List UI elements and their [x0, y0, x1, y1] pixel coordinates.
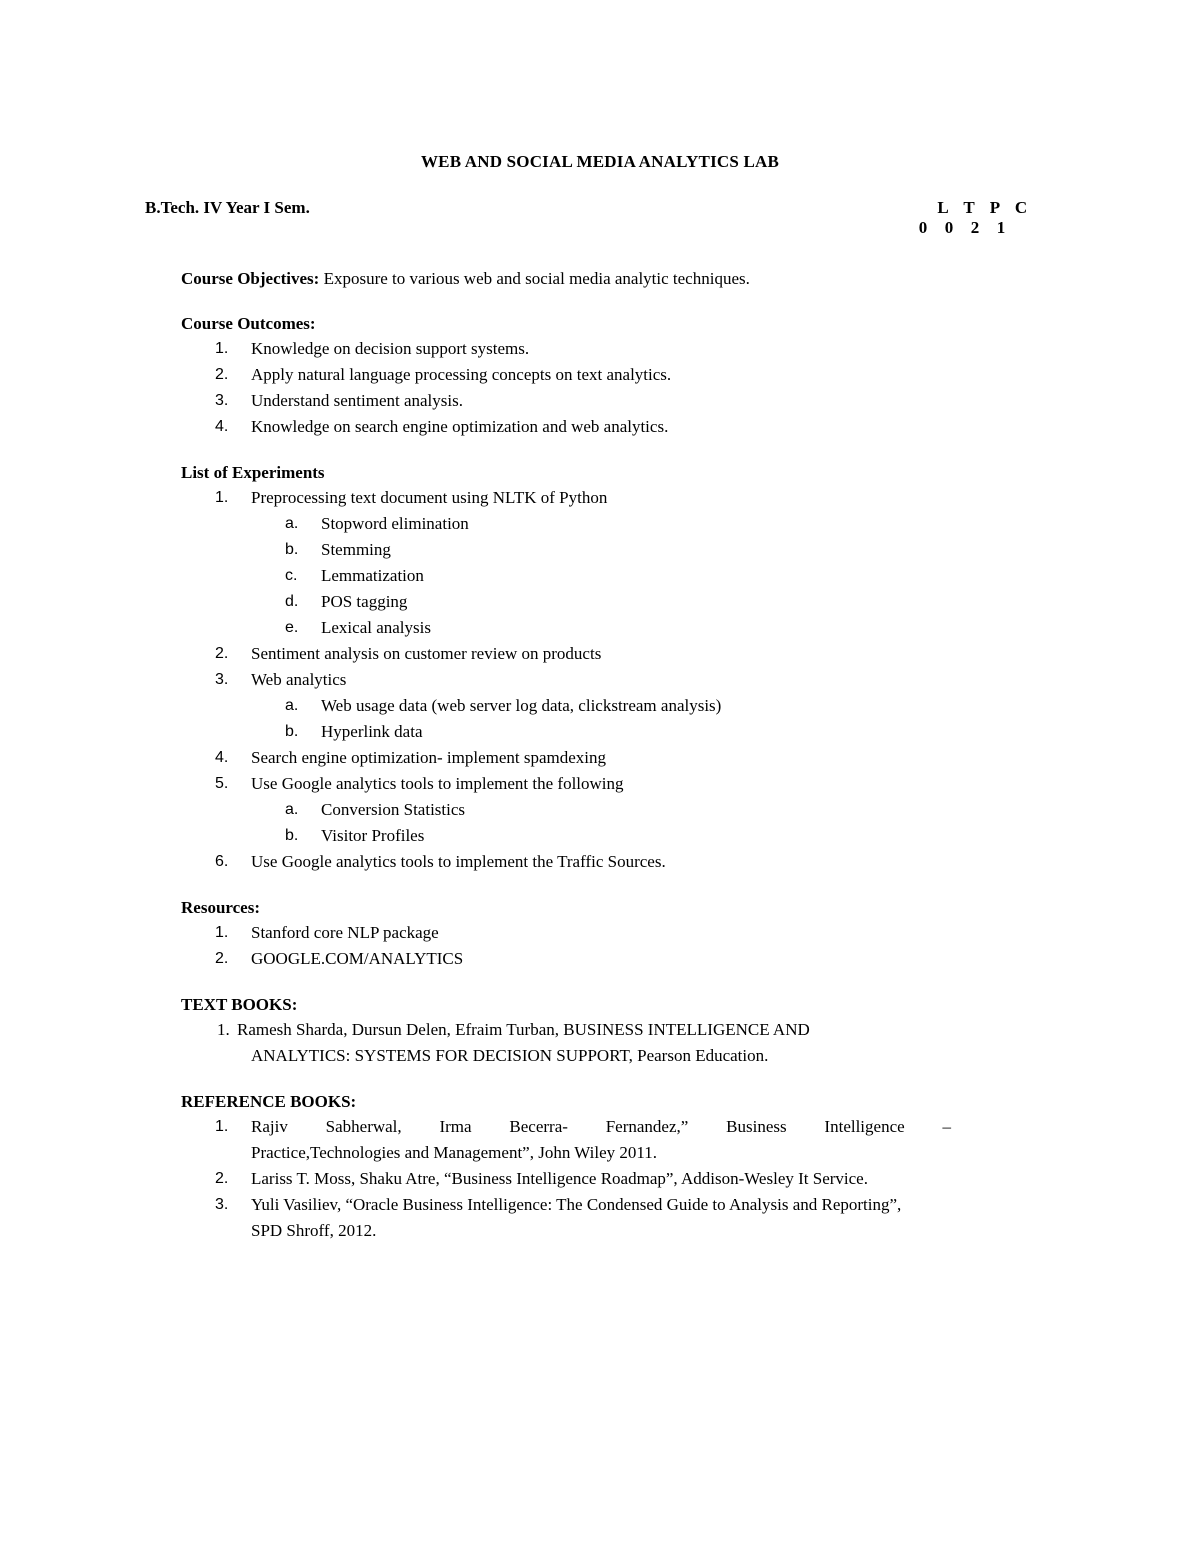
list-item	[181, 1166, 1021, 1192]
list-item	[181, 1192, 1021, 1244]
reference-books-heading: REFERENCE BOOKS:	[181, 1092, 357, 1111]
item-number: 2.	[215, 366, 229, 383]
item-text: Lexical analysis	[321, 618, 431, 637]
semester-label: B.Tech. IV Year I Sem.	[145, 198, 310, 217]
textbook-item	[181, 1017, 1021, 1069]
item-letter: a.	[285, 515, 299, 532]
ltpc-header-t: T	[963, 198, 975, 217]
list-item	[181, 388, 1021, 414]
sub-list-item	[181, 537, 1021, 563]
item-text: POS tagging	[321, 592, 408, 611]
sub-list-item	[181, 563, 1021, 589]
list-item	[181, 1114, 951, 1166]
sub-list-item	[181, 615, 1021, 641]
item-text: Sentiment analysis on customer review on products	[251, 644, 602, 663]
reference-line-1: Yuli Vasiliev, “Oracle Business Intelligence: The Condensed Guide to Analysis and Reporting”,	[251, 1195, 902, 1214]
list-item	[181, 849, 1021, 875]
list-item	[181, 485, 1021, 511]
item-letter: b.	[285, 827, 299, 844]
list-item	[181, 946, 1021, 972]
item-number: 1.	[215, 1118, 229, 1135]
resources-list	[181, 920, 1021, 972]
item-letter: a.	[285, 697, 299, 714]
item-number: 1.	[215, 924, 229, 941]
item-text: GOOGLE.COM/ANALYTICS	[251, 949, 464, 968]
list-item	[181, 414, 1021, 440]
resources-heading: Resources:	[181, 898, 260, 917]
course-objectives-text: Exposure to various web and social media analytic techniques.	[323, 269, 750, 288]
item-text: Understand sentiment analysis.	[251, 391, 463, 410]
item-number: 4.	[215, 749, 229, 766]
item-number: 3.	[215, 392, 229, 409]
list-item	[181, 745, 1021, 771]
item-letter: b.	[285, 541, 299, 558]
item-letter: a.	[285, 801, 299, 818]
ltpc-value-l: 0	[918, 218, 928, 237]
item-text: Conversion Statistics	[321, 800, 466, 819]
list-item	[181, 641, 1021, 667]
reference-books-list	[181, 1114, 1021, 1244]
list-item	[181, 920, 1021, 946]
page-title: WEB AND SOCIAL MEDIA ANALYTICS LAB	[420, 152, 780, 171]
item-letter: c.	[285, 567, 298, 584]
item-text: Search engine optimization- implement spamdexing	[251, 748, 607, 767]
sub-list-item	[181, 693, 1021, 719]
item-text: Stemming	[321, 540, 391, 559]
item-number: 3.	[215, 671, 229, 688]
item-number: 3.	[215, 1196, 229, 1213]
sub-list-item	[181, 823, 1021, 849]
reference-line-2: SPD Shroff, 2012.	[251, 1221, 377, 1240]
sub-list-item	[181, 719, 1021, 745]
item-text: Stanford core NLP package	[251, 923, 439, 942]
ltpc-header-row	[930, 198, 1034, 218]
textbook-line-1: Ramesh Sharda, Dursun Delen, Efraim Turban, BUSINESS INTELLIGENCE AND	[237, 1020, 810, 1039]
list-item	[181, 771, 1021, 797]
item-number: 1.	[215, 489, 229, 506]
item-text: Web usage data (web server log data, clickstream analysis)	[321, 696, 722, 715]
ltpc-header-c: C	[1014, 198, 1028, 217]
item-text: Use Google analytics tools to implement the Traffic Sources.	[251, 852, 666, 871]
sub-list-item	[181, 589, 1021, 615]
item-number: 1.	[217, 1020, 230, 1039]
item-number: 2.	[215, 950, 229, 967]
item-number: 2.	[215, 645, 229, 662]
textbooks-heading: TEXT BOOKS:	[181, 995, 298, 1014]
item-number: 6.	[215, 853, 229, 870]
item-text: Lemmatization	[321, 566, 424, 585]
item-number: 4.	[215, 418, 229, 435]
reference-line-1: Rajiv Sabherwal, Irma Becerra- Fernandez,” Business Intelligence –	[251, 1117, 951, 1136]
textbook-line-2: ANALYTICS: SYSTEMS FOR DECISION SUPPORT, Pearson Education.	[251, 1046, 769, 1065]
ltpc-value-p: 2	[970, 218, 980, 237]
ltpc-header-p: P	[989, 198, 1001, 217]
list-item	[181, 336, 1021, 362]
item-text: Hyperlink data	[321, 722, 423, 741]
document-body	[181, 267, 1021, 1244]
item-number: 2.	[215, 1170, 229, 1187]
item-text: Apply natural language processing concepts on text analytics.	[251, 365, 672, 384]
item-text: Knowledge on decision support systems.	[251, 339, 530, 358]
reference-line-2: Practice,Technologies and Management”, John Wiley 2011.	[251, 1143, 658, 1162]
item-number: 5.	[215, 775, 229, 792]
item-text: Preprocessing text document using NLTK of Python	[251, 488, 608, 507]
ltpc-value-c: 1	[996, 218, 1006, 237]
experiments-heading: List of Experiments	[181, 463, 325, 482]
item-letter: e.	[285, 619, 299, 636]
course-outcomes-heading: Course Outcomes:	[181, 314, 316, 333]
item-text: Knowledge on search engine optimization and web analytics.	[251, 417, 669, 436]
ltpc-value-t: 0	[944, 218, 954, 237]
item-text: Use Google analytics tools to implement the following	[251, 774, 624, 793]
sub-list-item	[181, 511, 1021, 537]
list-item	[181, 667, 1021, 693]
item-text: Web analytics	[251, 670, 347, 689]
course-outcomes-list	[181, 336, 1021, 440]
item-text: Visitor Profiles	[321, 826, 425, 845]
list-item	[181, 362, 1021, 388]
item-number: 1.	[215, 340, 229, 357]
course-objectives	[181, 267, 1021, 291]
ltpc-table	[918, 198, 1034, 238]
reference-line-1: Lariss T. Moss, Shaku Atre, “Business Intelligence Roadmap”, Addison-Wesley It Service.	[251, 1169, 868, 1188]
experiments-list	[181, 485, 1021, 875]
course-objectives-label: Course Objectives:	[181, 269, 320, 288]
item-letter: b.	[285, 723, 299, 740]
sub-list-item	[181, 797, 1021, 823]
ltpc-value-row	[910, 218, 1034, 238]
item-text: Stopword elimination	[321, 514, 469, 533]
ltpc-header-l: L	[937, 198, 949, 217]
item-letter: d.	[285, 593, 299, 610]
